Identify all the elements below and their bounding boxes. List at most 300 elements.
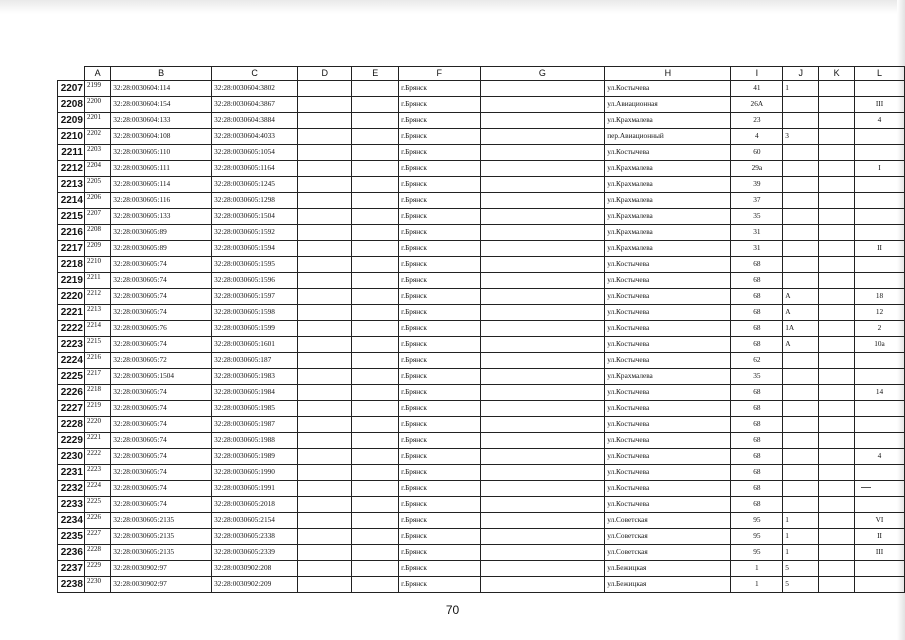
table-row [58, 353, 905, 369]
row-number: 2233 [58, 497, 85, 513]
cell-e [352, 113, 399, 129]
cell-l: 14 [855, 385, 905, 401]
cell-j [783, 449, 819, 465]
cell-j: А [783, 337, 819, 353]
cell-c: 32:28:0030902:208 [212, 561, 298, 577]
cell-d [298, 97, 352, 113]
cell-d [298, 177, 352, 193]
cell-b: 32:28:0030605:74 [111, 289, 212, 305]
column-header-b: B [111, 67, 212, 81]
cell-d [298, 193, 352, 209]
cell-a: 2219 [84, 401, 110, 417]
cell-i: 31 [731, 241, 783, 257]
cell-a: 2220 [84, 417, 110, 433]
cell-a: 2225 [84, 497, 110, 513]
row-number: 2227 [58, 401, 85, 417]
cell-f: г.Брянск [399, 81, 480, 97]
cell-f: г.Брянск [399, 465, 480, 481]
cell-l [855, 273, 905, 289]
cell-l: I [855, 161, 905, 177]
cell-i: 62 [731, 353, 783, 369]
cell-e [352, 433, 399, 449]
cell-a: 2218 [84, 385, 110, 401]
cell-d [298, 241, 352, 257]
cell-a: 2215 [84, 337, 110, 353]
column-header-d: D [298, 67, 352, 81]
cell-i: 68 [731, 385, 783, 401]
cell-j [783, 209, 819, 225]
cell-i: 35 [731, 209, 783, 225]
cell-c: 32:28:0030605:1245 [212, 177, 298, 193]
cell-a: 2213 [84, 305, 110, 321]
table-row [58, 113, 905, 129]
cell-e [352, 353, 399, 369]
row-number: 2232 [58, 481, 85, 497]
cell-b: 32:28:0030604:154 [111, 97, 212, 113]
cell-g [480, 545, 605, 561]
cell-g [480, 289, 605, 305]
cell-i: 68 [731, 321, 783, 337]
cell-l [855, 481, 905, 497]
table-row [58, 129, 905, 145]
row-number: 2229 [58, 433, 85, 449]
row-number: 2221 [58, 305, 85, 321]
cell-i: 95 [731, 545, 783, 561]
row-number: 2228 [58, 417, 85, 433]
cell-c: 32:28:0030605:2154 [212, 513, 298, 529]
cell-e [352, 193, 399, 209]
cell-h: ул.Крахмалева [605, 209, 731, 225]
cell-l: VI [855, 513, 905, 529]
cell-e [352, 81, 399, 97]
cell-l [855, 465, 905, 481]
row-number: 2214 [58, 193, 85, 209]
cell-c: 32:28:0030605:1601 [212, 337, 298, 353]
column-header-h: H [605, 67, 731, 81]
table-row [58, 177, 905, 193]
cell-c: 32:28:0030604:3884 [212, 113, 298, 129]
cell-c: 32:28:0030902:209 [212, 577, 298, 593]
cell-j [783, 241, 819, 257]
row-number: 2207 [58, 81, 85, 97]
cell-b: 32:28:0030605:74 [111, 257, 212, 273]
table-row [58, 321, 905, 337]
table-row [58, 97, 905, 113]
cell-g [480, 529, 605, 545]
cell-b: 32:28:0030605:74 [111, 433, 212, 449]
cell-e [352, 289, 399, 305]
cell-l: 4 [855, 449, 905, 465]
cell-k [819, 225, 855, 241]
table-row [58, 385, 905, 401]
cell-c: 32:28:0030605:1054 [212, 145, 298, 161]
cell-f: г.Брянск [399, 577, 480, 593]
cell-e [352, 497, 399, 513]
cell-k [819, 129, 855, 145]
cell-a: 2224 [84, 481, 110, 497]
cell-k [819, 337, 855, 353]
cell-h: ул.Бежицкая [605, 577, 731, 593]
cell-b: 32:28:0030604:108 [111, 129, 212, 145]
cell-e [352, 321, 399, 337]
cell-d [298, 129, 352, 145]
cell-g [480, 497, 605, 513]
cell-i: 29а [731, 161, 783, 177]
cell-b: 32:28:0030605:72 [111, 353, 212, 369]
cell-j: 1 [783, 545, 819, 561]
cell-k [819, 497, 855, 513]
cell-k [819, 545, 855, 561]
cell-g [480, 321, 605, 337]
cell-b: 32:28:0030605:74 [111, 449, 212, 465]
cell-e [352, 545, 399, 561]
cell-c: 32:28:0030605:1984 [212, 385, 298, 401]
cell-i: 26А [731, 97, 783, 113]
cell-j: А [783, 305, 819, 321]
cell-c: 32:28:0030605:1596 [212, 273, 298, 289]
cell-h: ул.Костычева [605, 433, 731, 449]
cell-k [819, 97, 855, 113]
cell-h: ул.Костычева [605, 401, 731, 417]
cell-j: 1А [783, 321, 819, 337]
cell-h: ул.Советская [605, 513, 731, 529]
row-number: 2215 [58, 209, 85, 225]
cell-f: г.Брянск [399, 417, 480, 433]
table-row [58, 561, 905, 577]
page-number: 70 [445, 603, 460, 617]
cell-e [352, 225, 399, 241]
cell-f: г.Брянск [399, 497, 480, 513]
cell-g [480, 337, 605, 353]
cell-b: 32:28:0030605:74 [111, 465, 212, 481]
cell-b: 32:28:0030605:110 [111, 145, 212, 161]
row-number: 2224 [58, 353, 85, 369]
cell-k [819, 241, 855, 257]
cell-l [855, 353, 905, 369]
cell-i: 68 [731, 257, 783, 273]
table-row [58, 289, 905, 305]
cell-h: ул.Костычева [605, 81, 731, 97]
cell-d [298, 257, 352, 273]
row-number: 2216 [58, 225, 85, 241]
cell-f: г.Брянск [399, 481, 480, 497]
cell-c: 32:28:0030604:3867 [212, 97, 298, 113]
cell-f: г.Брянск [399, 321, 480, 337]
cell-e [352, 241, 399, 257]
cell-i: 68 [731, 497, 783, 513]
cell-d [298, 321, 352, 337]
cell-g [480, 161, 605, 177]
cell-h: ул.Костычева [605, 385, 731, 401]
cell-l: II [855, 241, 905, 257]
cell-k [819, 353, 855, 369]
cell-k [819, 433, 855, 449]
cell-i: 95 [731, 513, 783, 529]
cell-g [480, 209, 605, 225]
cell-h: ул.Крахмалева [605, 161, 731, 177]
row-number: 2220 [58, 289, 85, 305]
cell-h: ул.Крахмалева [605, 241, 731, 257]
cell-j [783, 369, 819, 385]
cell-a: 2230 [84, 577, 110, 593]
cell-k [819, 529, 855, 545]
row-number: 2234 [58, 513, 85, 529]
cell-l [855, 209, 905, 225]
cell-h: ул.Костычева [605, 337, 731, 353]
row-number: 2230 [58, 449, 85, 465]
cell-k [819, 481, 855, 497]
cell-g [480, 257, 605, 273]
cell-e [352, 449, 399, 465]
cell-g [480, 177, 605, 193]
cell-b: 32:28:0030605:74 [111, 305, 212, 321]
cell-l [855, 497, 905, 513]
cell-l: II [855, 529, 905, 545]
column-header-g: G [480, 67, 605, 81]
cell-c: 32:28:0030605:1592 [212, 225, 298, 241]
cell-j [783, 177, 819, 193]
cell-c: 32:28:0030605:1504 [212, 209, 298, 225]
cell-c: 32:28:0030605:1298 [212, 193, 298, 209]
cell-d [298, 561, 352, 577]
cell-k [819, 401, 855, 417]
cell-f: г.Брянск [399, 353, 480, 369]
table-row [58, 497, 905, 513]
cell-f: г.Брянск [399, 401, 480, 417]
table-row [58, 465, 905, 481]
cell-c: 32:28:0030605:1987 [212, 417, 298, 433]
cell-f: г.Брянск [399, 305, 480, 321]
cell-f: г.Брянск [399, 209, 480, 225]
cell-j: 1 [783, 529, 819, 545]
cell-k [819, 273, 855, 289]
cell-b: 32:28:0030605:2135 [111, 513, 212, 529]
cell-i: 41 [731, 81, 783, 97]
cell-g [480, 465, 605, 481]
cell-l [855, 145, 905, 161]
column-header-l: L [855, 67, 905, 81]
cell-h: ул.Костычева [605, 145, 731, 161]
row-number: 2217 [58, 241, 85, 257]
cell-e [352, 161, 399, 177]
cell-e [352, 305, 399, 321]
table-row [58, 545, 905, 561]
table-row [58, 257, 905, 273]
cell-f: г.Брянск [399, 449, 480, 465]
cell-j [783, 193, 819, 209]
cell-a: 2200 [84, 97, 110, 113]
cell-l [855, 225, 905, 241]
cell-h: ул.Бежицкая [605, 561, 731, 577]
table-row [58, 305, 905, 321]
cell-c: 32:28:0030605:2018 [212, 497, 298, 513]
cell-c: 32:28:0030605:2339 [212, 545, 298, 561]
table-row [58, 209, 905, 225]
cell-h: ул.Костычева [605, 321, 731, 337]
cell-d [298, 161, 352, 177]
cell-b: 32:28:0030605:116 [111, 193, 212, 209]
cell-j: А [783, 289, 819, 305]
cell-g [480, 81, 605, 97]
cell-j [783, 97, 819, 113]
cell-c: 32:28:0030605:1988 [212, 433, 298, 449]
cell-j [783, 417, 819, 433]
cell-a: 2206 [84, 193, 110, 209]
cell-l [855, 177, 905, 193]
row-number: 2211 [58, 145, 85, 161]
cell-d [298, 497, 352, 513]
cell-i: 68 [731, 481, 783, 497]
cell-i: 68 [731, 433, 783, 449]
cell-c: 32:28:0030605:1985 [212, 401, 298, 417]
cell-b: 32:28:0030605:2135 [111, 545, 212, 561]
cell-j [783, 161, 819, 177]
cell-k [819, 113, 855, 129]
table-row [58, 337, 905, 353]
cell-f: г.Брянск [399, 545, 480, 561]
cell-a: 2199 [84, 81, 110, 97]
cell-b: 32:28:0030605:89 [111, 225, 212, 241]
cell-f: г.Брянск [399, 385, 480, 401]
cell-f: г.Брянск [399, 513, 480, 529]
cell-c: 32:28:0030605:1594 [212, 241, 298, 257]
cell-l: 2 [855, 321, 905, 337]
row-number: 2222 [58, 321, 85, 337]
cell-f: г.Брянск [399, 161, 480, 177]
cell-h: ул.Советская [605, 529, 731, 545]
cell-c: 32:28:0030605:2338 [212, 529, 298, 545]
row-number: 2218 [58, 257, 85, 273]
cell-k [819, 321, 855, 337]
cell-e [352, 481, 399, 497]
cell-a: 2203 [84, 145, 110, 161]
cell-e [352, 97, 399, 113]
cell-k [819, 369, 855, 385]
cell-i: 1 [731, 561, 783, 577]
cell-b: 32:28:0030605:114 [111, 177, 212, 193]
table-row [58, 145, 905, 161]
cell-a: 2228 [84, 545, 110, 561]
table-row [58, 513, 905, 529]
cell-j [783, 273, 819, 289]
cell-k [819, 257, 855, 273]
cell-c: 32:28:0030605:1598 [212, 305, 298, 321]
cell-g [480, 449, 605, 465]
cell-h: ул.Костычева [605, 449, 731, 465]
cell-e [352, 209, 399, 225]
cell-i: 68 [731, 401, 783, 417]
cell-l: 10а [855, 337, 905, 353]
cell-e [352, 129, 399, 145]
cell-c: 32:28:0030605:1991 [212, 481, 298, 497]
cell-e [352, 513, 399, 529]
cell-l [855, 257, 905, 273]
cell-d [298, 289, 352, 305]
cell-h: ул.Крахмалева [605, 369, 731, 385]
table-row [58, 481, 905, 497]
cell-f: г.Брянск [399, 193, 480, 209]
cell-f: г.Брянск [399, 97, 480, 113]
cell-g [480, 113, 605, 129]
cell-i: 68 [731, 273, 783, 289]
cell-h: ул.Крахмалева [605, 193, 731, 209]
cell-g [480, 385, 605, 401]
cell-a: 2217 [84, 369, 110, 385]
cell-b: 32:28:0030605:74 [111, 273, 212, 289]
cell-e [352, 465, 399, 481]
cell-f: г.Брянск [399, 113, 480, 129]
table-row [58, 273, 905, 289]
cell-l: 18 [855, 289, 905, 305]
row-number: 2236 [58, 545, 85, 561]
cell-d [298, 353, 352, 369]
cell-f: г.Брянск [399, 337, 480, 353]
cell-g [480, 369, 605, 385]
cell-i: 95 [731, 529, 783, 545]
cell-l: 12 [855, 305, 905, 321]
cell-j [783, 385, 819, 401]
cell-i: 68 [731, 289, 783, 305]
cell-a: 2216 [84, 353, 110, 369]
cell-d [298, 113, 352, 129]
cell-i: 68 [731, 465, 783, 481]
cell-c: 32:28:0030604:3802 [212, 81, 298, 97]
cell-d [298, 401, 352, 417]
cell-e [352, 561, 399, 577]
cell-d [298, 385, 352, 401]
cell-e [352, 369, 399, 385]
table-row [58, 225, 905, 241]
cell-g [480, 145, 605, 161]
row-number: 2225 [58, 369, 85, 385]
cell-h: ул.Костычева [605, 273, 731, 289]
header-corner [58, 67, 85, 81]
row-number: 2213 [58, 177, 85, 193]
cell-g [480, 433, 605, 449]
row-number: 2237 [58, 561, 85, 577]
cell-b: 32:28:0030605:74 [111, 497, 212, 513]
cell-d [298, 369, 352, 385]
cell-c: 32:28:0030605:1983 [212, 369, 298, 385]
cell-a: 2211 [84, 273, 110, 289]
cell-c: 32:28:0030605:1989 [212, 449, 298, 465]
cell-j [783, 113, 819, 129]
cell-i: 68 [731, 449, 783, 465]
column-header-f: F [399, 67, 480, 81]
table-row [58, 449, 905, 465]
cell-d [298, 145, 352, 161]
row-number: 2223 [58, 337, 85, 353]
cell-f: г.Брянск [399, 129, 480, 145]
cell-l [855, 561, 905, 577]
edge-mark [861, 487, 871, 488]
cell-b: 32:28:0030902:97 [111, 561, 212, 577]
cell-l [855, 129, 905, 145]
cell-d [298, 577, 352, 593]
row-number: 2210 [58, 129, 85, 145]
cell-e [352, 145, 399, 161]
cell-i: 35 [731, 369, 783, 385]
cell-b: 32:28:0030604:133 [111, 113, 212, 129]
cell-l: III [855, 97, 905, 113]
cell-h: пер.Авиационный [605, 129, 731, 145]
cell-h: ул.Костычева [605, 353, 731, 369]
column-header-j: J [783, 67, 819, 81]
cell-d [298, 337, 352, 353]
cell-h: ул.Костычева [605, 257, 731, 273]
cell-j: 3 [783, 129, 819, 145]
cell-d [298, 305, 352, 321]
